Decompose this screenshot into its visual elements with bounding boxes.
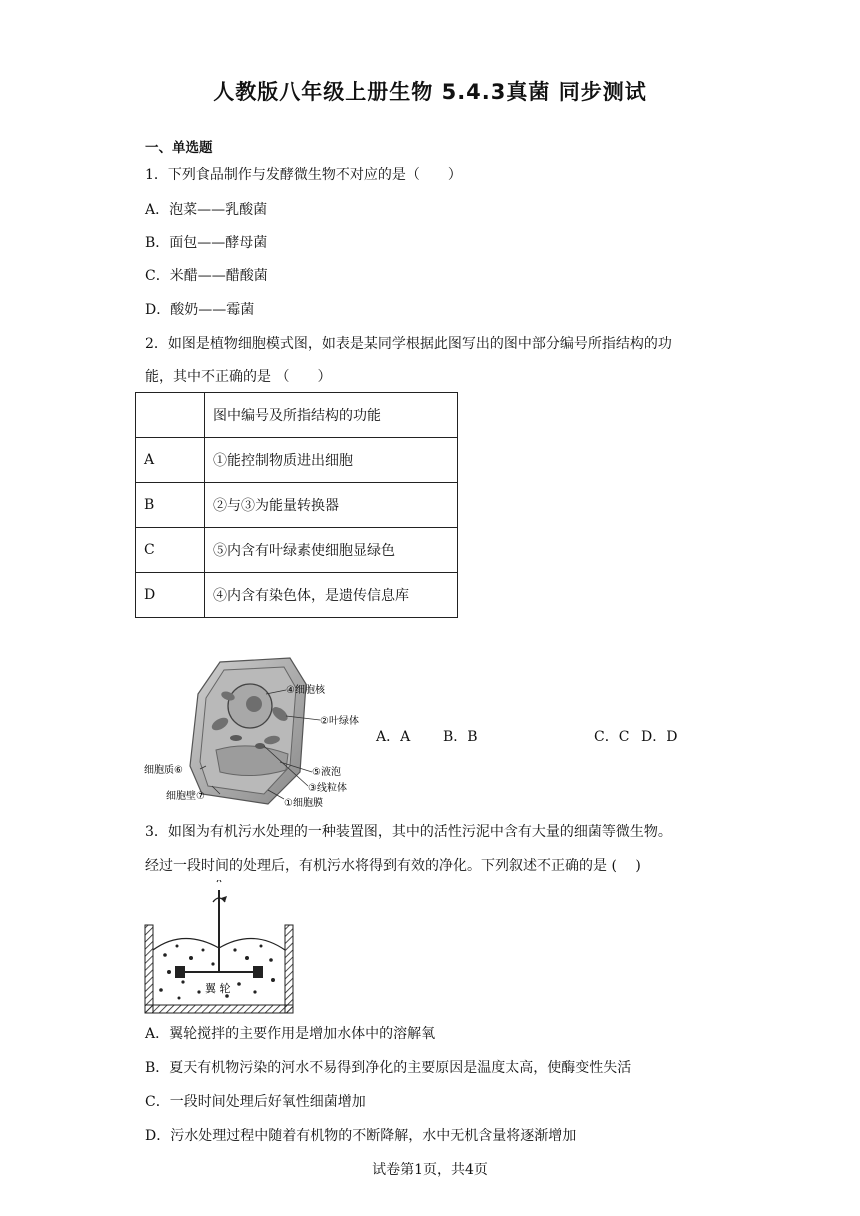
table-cell: ②与③为能量转换器: [205, 483, 458, 528]
label-vacuole: ⑤液泡: [312, 767, 341, 778]
sewage-tank-figure: [143, 880, 295, 1015]
table-cell: A: [136, 438, 205, 483]
table-row: [136, 573, 458, 618]
q2-stem-line1: 2．如图是植物细胞模式图，如表是某同学根据此图写出的图中部分编号所指结构的功: [145, 336, 672, 352]
label-chloroplast: ②叶绿体: [320, 716, 359, 727]
q2-option-b: B．B: [443, 729, 478, 745]
table-header-row: [136, 393, 458, 438]
q1-option-b: B．面包——酵母菌: [145, 235, 268, 251]
q1-stem: 1．下列食品制作与发酵微生物不对应的是（ ）: [145, 167, 462, 183]
label-cytoplasm: 细胞质⑥: [144, 765, 183, 776]
impeller-label: 翼 轮: [205, 982, 231, 995]
section-heading: 一、单选题: [145, 140, 213, 156]
table-cell: C: [136, 528, 205, 573]
q2-table: [135, 392, 458, 618]
table-cell: B: [136, 483, 205, 528]
q3-option-d: D．污水处理过程中随着有机物的不断降解，水中无机含量将逐渐增加: [145, 1128, 577, 1144]
q3-stem-line2: 经过一段时间的处理后，有机污水将得到有效的净化。下列叙述不正确的是 ( ): [145, 858, 641, 874]
q2-stem-line2: 能，其中不正确的是 （ ）: [145, 369, 332, 385]
q2-option-d: D．D: [641, 729, 678, 745]
table-cell: [136, 393, 205, 438]
q3-stem-line1: 3．如图为有机污水处理的一种装置图，其中的活性污泥中含有大量的细菌等微生物。: [145, 824, 672, 840]
label-nucleus: ④细胞核: [286, 685, 325, 696]
table-row: [136, 438, 458, 483]
label-cell-wall: 细胞壁⑦: [166, 791, 205, 802]
table-row: [136, 483, 458, 528]
q2-option-a: A．A: [376, 729, 411, 745]
q1-option-a: A．泡菜——乳酸菌: [145, 202, 268, 218]
table-cell: ⑤内含有叶绿素使细胞显绿色: [205, 528, 458, 573]
q2-option-c: C．C: [594, 729, 630, 745]
q3-option-c: C．一段时间处理后好氧性细菌增加: [145, 1094, 366, 1110]
table-cell: ④内含有染色体，是遗传信息库: [205, 573, 458, 618]
label-cell-membrane: ①细胞膜: [284, 798, 323, 809]
label-mitochondria: ③线粒体: [308, 783, 347, 794]
q3-option-b: B．夏天有机物污染的河水不易得到净化的主要原因是温度太高，使酶变性失活: [145, 1060, 632, 1076]
plant-cell-figure: [140, 654, 375, 809]
q1-option-c: C．米醋——醋酸菌: [145, 268, 268, 284]
table-cell: ①能控制物质进出细胞: [205, 438, 458, 483]
table-cell: 图中编号及所指结构的功能: [205, 393, 458, 438]
page-title: 人教版八年级上册生物 5.4.3真菌 同步测试: [213, 80, 647, 104]
table-cell: D: [136, 573, 205, 618]
q3-option-a: A．翼轮搅拌的主要作用是增加水体中的溶解氧: [145, 1026, 436, 1042]
page-footer: 试卷第1页，共4页: [372, 1162, 488, 1178]
q1-option-d: D．酸奶——霉菌: [145, 302, 255, 318]
table-row: [136, 528, 458, 573]
